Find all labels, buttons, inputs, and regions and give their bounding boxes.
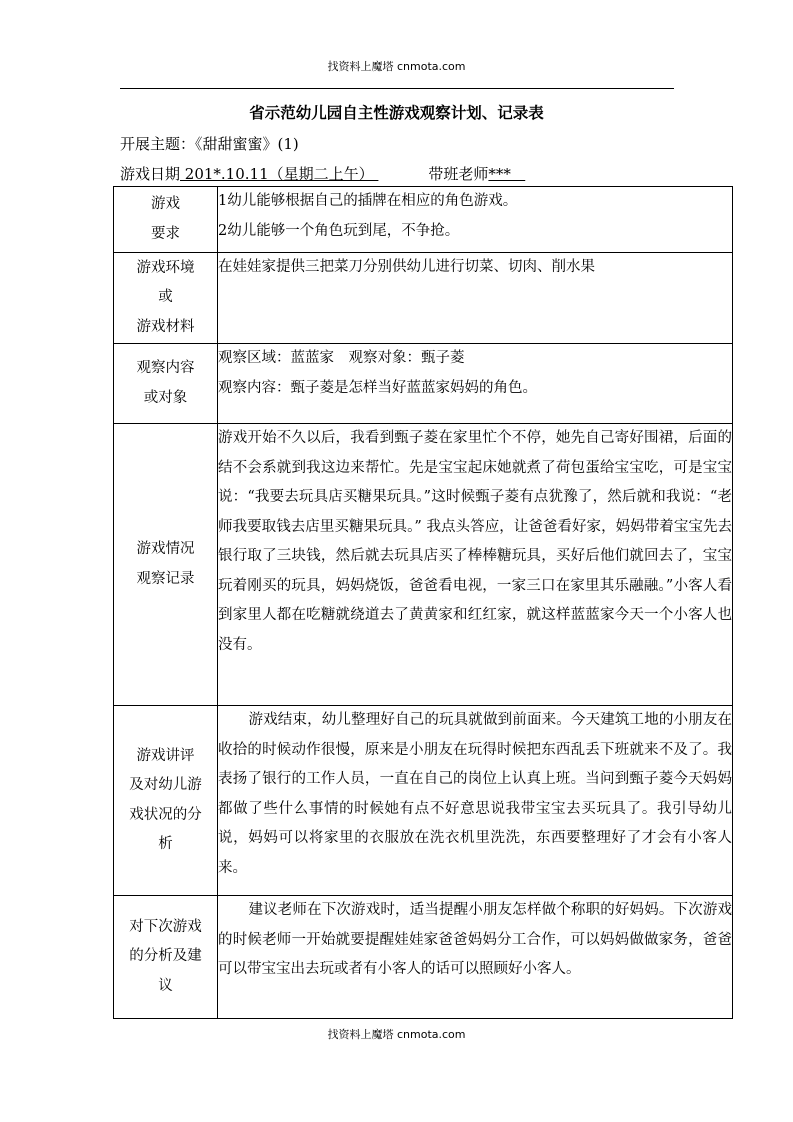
row-content: 游戏结束，幼儿整理好自己的玩具就做到前面来。今天建筑工地的小朋友在收拾的时候动作很慢，原来是小朋友在玩得时候把东西乱丢下班就来不及了。我表扬了银行的工作人员，一直在自己的岗位上认真上班。当问到甄子菱今天妈妈都做了些什么事情的时候她有点不好意思说我带宝宝去买玩具了。我引导幼儿说，妈妈可以将家里的衣服放在洗衣机里洗洗，东西要整理好了才会有小客人来。 bbox=[218, 706, 733, 896]
header-rule bbox=[120, 88, 674, 89]
row-content: 建议老师在下次游戏时，适当提醒小朋友怎样做个称职的好妈妈。下次游戏的时候老师一开始就要提醒娃娃家爸爸妈妈分工合作，可以妈妈做做家务，爸爸可以带宝宝出去玩或者有小客人的话可以照顾好小客人。 bbox=[218, 896, 733, 1019]
page-title: 省示范幼儿园自主性游戏观察计划、记录表 bbox=[249, 104, 544, 122]
row-label: 游戏 要求 bbox=[114, 187, 218, 253]
teacher-label: 带班老师 bbox=[428, 165, 489, 183]
row-content: 1幼儿能够根据自己的插牌在相应的角色游戏。 2幼儿能够一个角色玩到尾，不争抢。 bbox=[218, 187, 733, 253]
row-label: 游戏情况 观察记录 bbox=[114, 424, 218, 706]
theme-line bbox=[120, 133, 299, 154]
date-line bbox=[120, 163, 525, 184]
row-label: 游戏讲评 及对幼儿游 戏状况的分 析 bbox=[114, 706, 218, 896]
row-content: 在娃娃家提供三把菜刀分别供幼儿进行切菜、切肉、削水果 bbox=[218, 253, 733, 344]
theme-label: 开展主题： bbox=[120, 135, 196, 153]
table-row bbox=[114, 706, 733, 896]
table-row bbox=[114, 424, 733, 706]
observation-table bbox=[113, 186, 733, 1019]
table-row bbox=[114, 187, 733, 253]
row-content: 游戏开始不久以后，我看到甄子菱在家里忙个不停，她先自己寄好围裙，后面的结不会系就到我这边来帮忙。先是宝宝起床她就煮了荷包蛋给宝宝吃，可是宝宝说：“我要去玩具店买糖果玩具。”这时候甄子菱有点犹豫了，然后就和我说：“老师我要取钱去店里买糖果玩具。” 我点头答应，让爸爸看好家，妈妈带着宝宝先去银行取了三块钱，然后就去玩具店买了棒棒糖玩具，买好后他们就回去了，宝宝玩着刚买的玩具，妈妈烧饭，爸爸看电视，一家三口在家里其乐融融。”小客人看到家里人都在吃糖就绕道去了黄黄家和红红家，就这样蓝蓝家今天一个小客人也没有。 bbox=[218, 424, 733, 706]
row-label: 游戏环境 或 游戏材料 bbox=[114, 253, 218, 344]
row-content: 观察区域：蓝蓝家 观察对象：甄子菱 观察内容：甄子菱是怎样当好蓝蓝家妈妈的角色。 bbox=[218, 344, 733, 424]
teacher-value: *** bbox=[488, 165, 526, 183]
date-label: 游戏日期 bbox=[120, 165, 181, 183]
header-watermark: 找资料上魔塔 cnmota.com bbox=[327, 60, 466, 73]
footer-watermark: 找资料上魔塔 cnmota.com bbox=[327, 1028, 466, 1041]
table-row bbox=[114, 253, 733, 344]
date-value: 201*.10.11（星期二上午） bbox=[180, 165, 379, 183]
row-label: 观察内容 或对象 bbox=[114, 344, 218, 424]
row-label: 对下次游戏 的分析及建 议 bbox=[114, 896, 218, 1019]
table-row bbox=[114, 344, 733, 424]
table-row bbox=[114, 896, 733, 1019]
theme-value: 《甜甜蜜蜜》(1) bbox=[195, 135, 299, 153]
